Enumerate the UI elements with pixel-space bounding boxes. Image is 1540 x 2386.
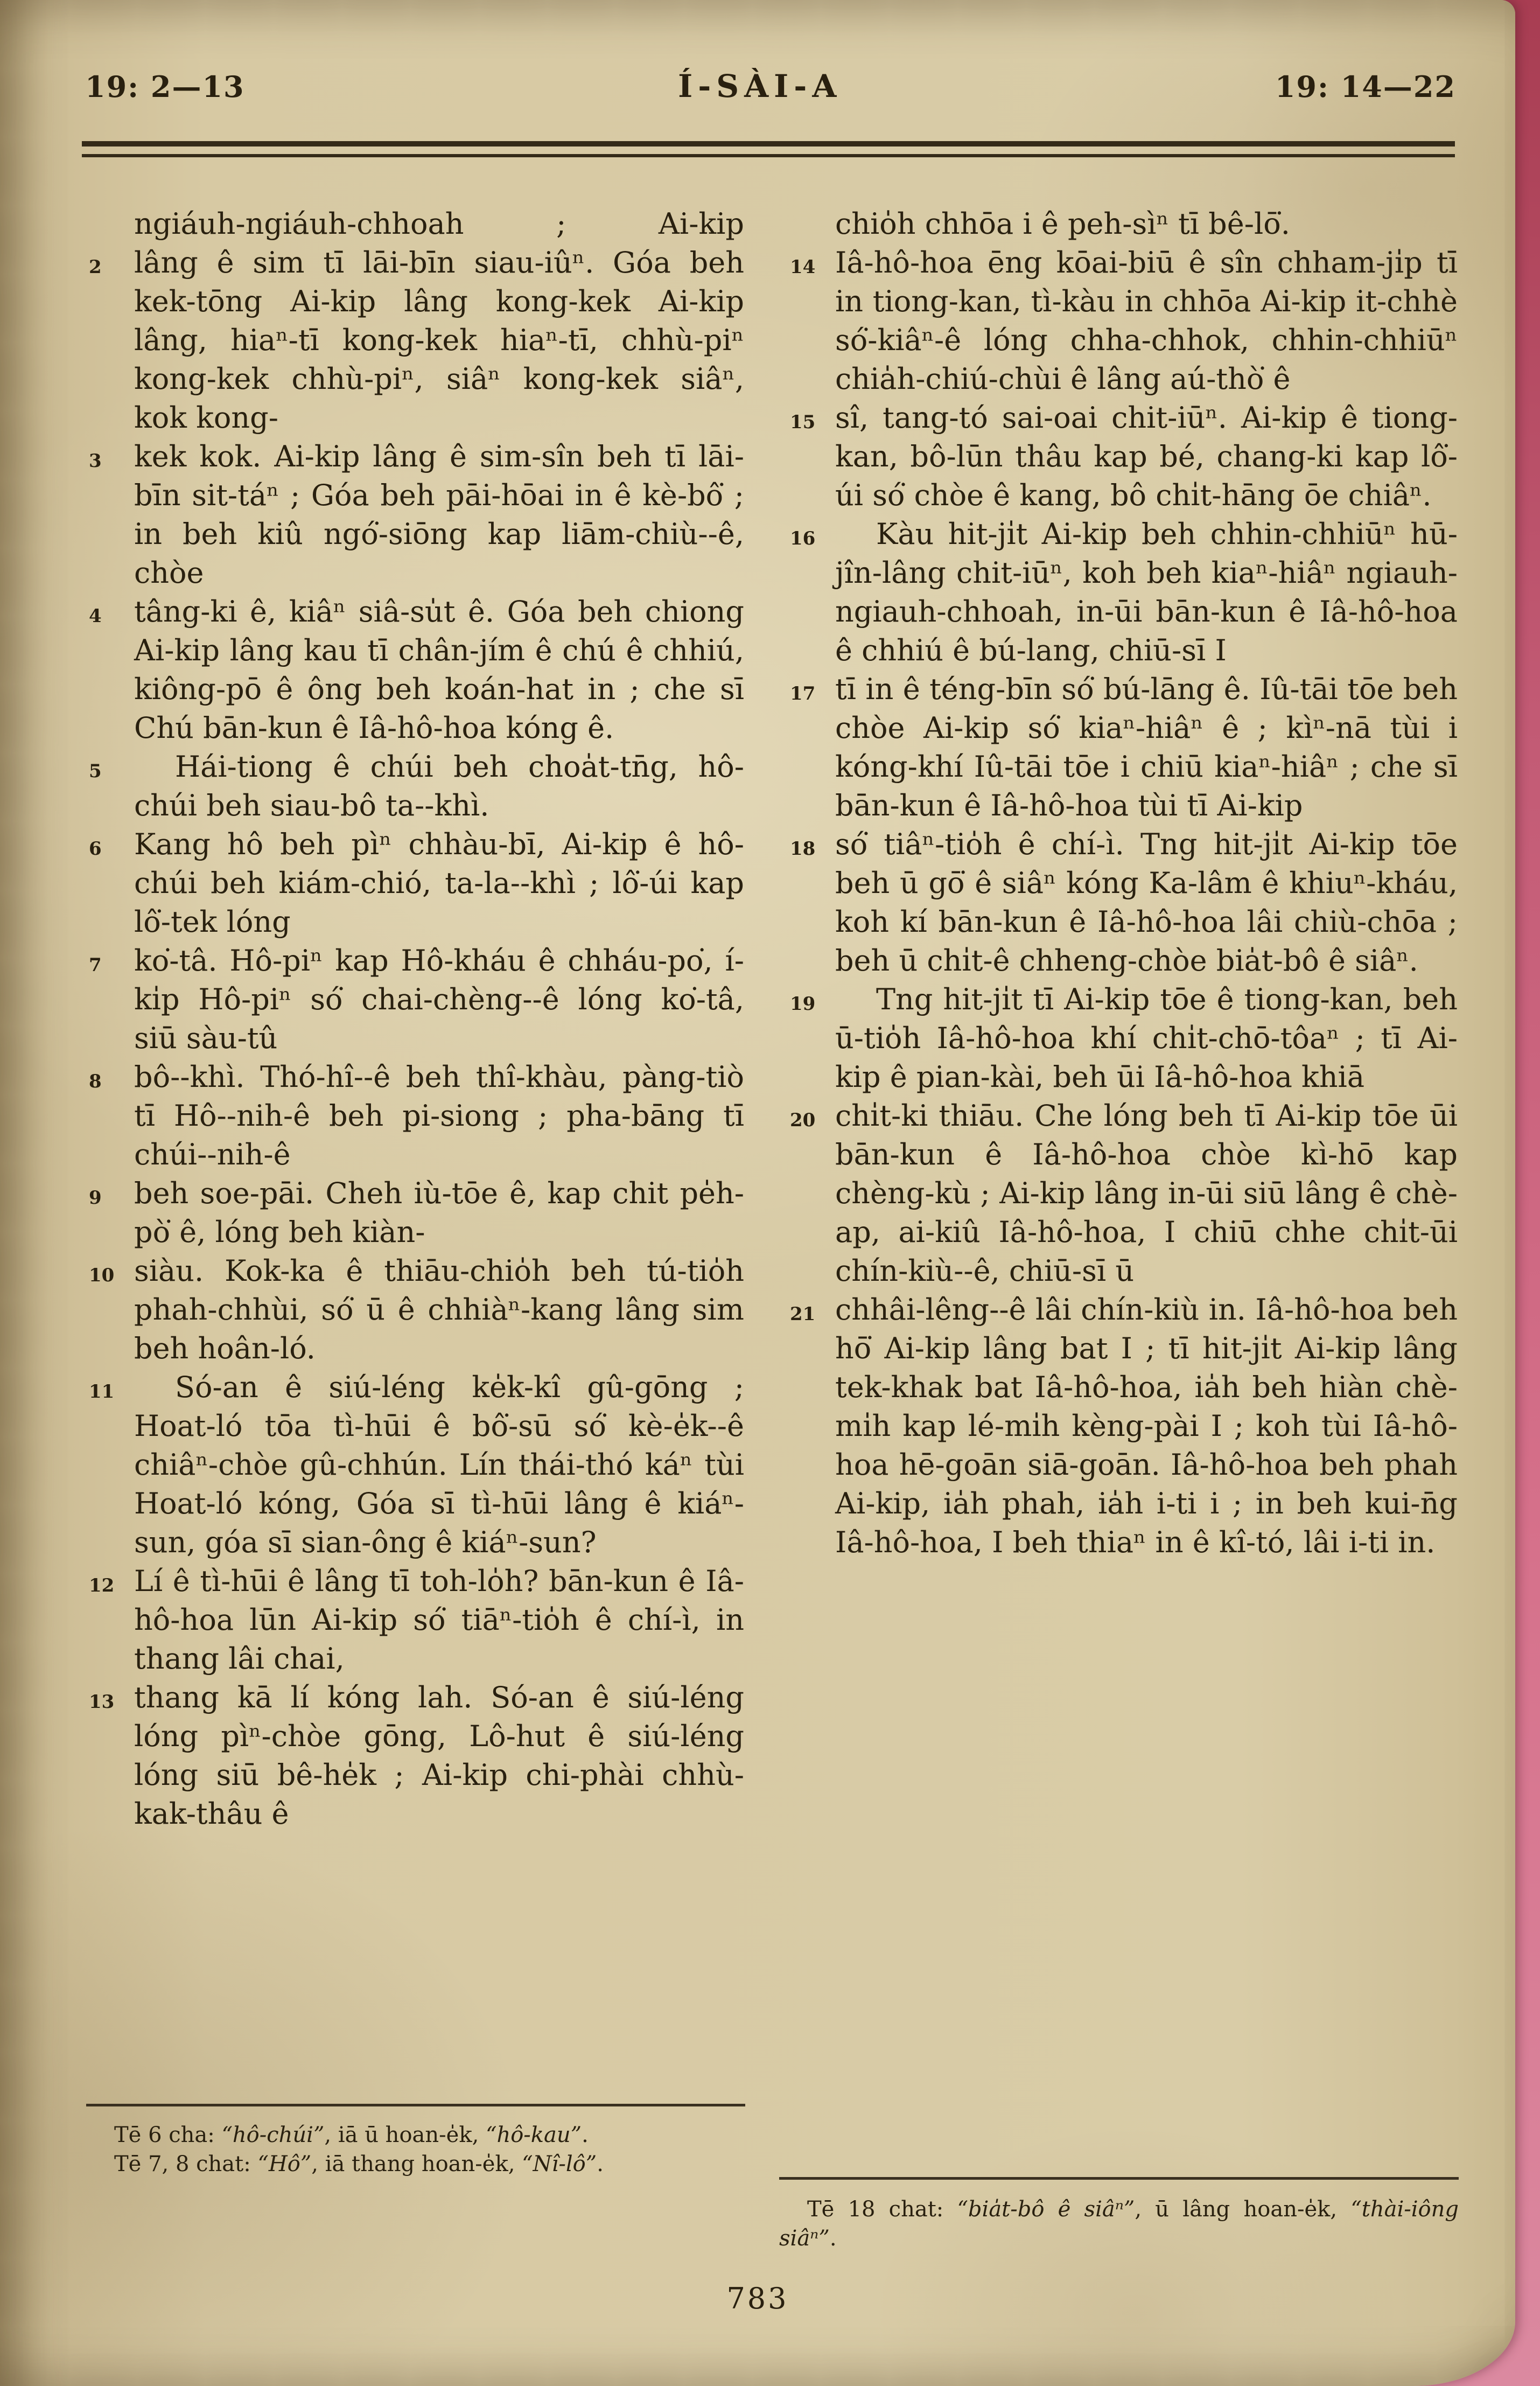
footnotes-left [86,2104,745,2179]
footnote-text: , iā thang hoan-e̍k, [311,2152,522,2176]
verse-number: 8 [89,1071,102,1092]
footnote [779,2195,1459,2253]
verse-block [89,437,744,592]
footnote-text: , iā ū hoan-e̍k, [324,2123,486,2147]
verse-block [89,1368,744,1562]
footnote-text: Tē 6 cha: [114,2123,222,2147]
verse-number: 2 [89,256,102,278]
verse-block [790,243,1458,399]
verse-number: 19 [790,993,816,1015]
verse-number: 13 [89,1691,115,1713]
verse-text: Iâ-hô-hoa ēng kōai-biū ê sîn chham-ji̍p tī in tiong-kan, tì-kàu in chhōa Ai-kip it-chhè só͘-kiâⁿ-ê lóng chha-chhok, chhin-chhiūⁿ chia̍h-chiú-chùi ê lâng aú-thò͘ ê [835,246,1458,396]
verse-block [835,205,1458,243]
footnote-text: . [829,2226,837,2251]
verse-text: Kàu hit-ji̍t Ai-kip beh chhin-chhiūⁿ hū-jîn-lâng chit-iūⁿ, koh beh kiaⁿ-hiâⁿ ngiauh-ngiauh-chhoah, in-ūi bān-kun ê Iâ-hô-hoa ê chhiú ê bú-lang, chiū-sī I [835,517,1458,667]
verse-text: ngiáuh-ngiáuh-chhoah ; Ai-kip [134,207,744,241]
verse-block [790,399,1458,515]
verse-number: 15 [790,411,816,433]
header-verse-range-left: 19: 2—13 [85,69,245,104]
verse-text: Hái-tiong ê chúi beh choa̍t-tn̄g, hô-chúi beh siau-bô ta--khì. [134,750,744,822]
footnote-term: “Nî-lô” [522,2152,597,2176]
page-number: 783 [726,2282,789,2315]
footnote [86,2120,745,2150]
verse-block [790,515,1458,670]
text-column-left [89,205,744,1833]
verse-number: 21 [790,1303,816,1325]
footnote-term: “bia̍t-bô ê siâⁿ” [957,2197,1135,2222]
page-title: Í-SÀI-A [678,68,842,104]
footnote-text: . [582,2123,589,2147]
verse-block [134,205,744,243]
verse-block [89,1562,744,1678]
verse-block [89,941,744,1058]
footnote-text: Tē 18 chat: [807,2197,957,2222]
verse-text: só͘ tiâⁿ-tio̍h ê chí-ì. Tng hit-ji̍t Ai-kip tōe beh ū gō͘ ê siâⁿ kóng Ka-lâm ê khiuⁿ-kháu, koh kí bān-kun ê Iâ-hô-hoa lâi chiù-chōa ; beh ū chi̍t-ê chheng-chòe bia̍t-bô ê siâⁿ. [835,827,1458,978]
verse-text: chhâi-lêng--ê lâi chín-kiù in. Iâ-hô-hoa beh hō͘ Ai-kip lâng bat I ; tī hit-ji̍t Ai-kip lâng tek-khak bat Iâ-hô-hoa, ia̍h beh hiàn chè-mi̍h kap lé-mi̍h kèng-pài I ; koh tùi Iâ-hô-hoa hē-goān siā-goān. Iâ-hô-hoa beh phah Ai-kip, ia̍h phah, ia̍h i-ti i ; in beh kui-n̄g Iâ-hô-hoa, I beh thiaⁿ in ê kî-tó, lâi i-ti in. [835,1293,1458,1559]
verse-block [89,592,744,748]
footnote-text: , ū lâng hoan-e̍k, [1135,2197,1351,2222]
verse-number: 7 [89,954,102,976]
verse-block [790,1290,1458,1562]
verse-text: tâng-ki ê, kiâⁿ siâ-su̍t ê. Góa beh chiong Ai-kip lâng kau tī chân-jím ê chú ê chhiú, kiông-pō ê ông beh koán-hat in ; che sī Chú bān-kun ê Iâ-hô-hoa kóng ê. [134,595,744,745]
footnote-term: “hô-kau” [486,2123,582,2147]
verse-block [89,825,744,941]
verse-block [790,670,1458,825]
verse-block [790,1097,1458,1290]
verse-block [790,980,1458,1097]
verse-block [89,1058,744,1174]
verse-text: bô--khì. Thó-hî--ê beh thî-khàu, pàng-tiò tī Hô--nih-ê beh pi-siong ; pha-bāng tī chúi--nih-ê [134,1060,744,1171]
page-header [85,68,1456,104]
verse-text: chio̍h chhōa i ê peh-sìⁿ tī bê-lō͘. [835,207,1290,241]
verse-text: thang kā lí kóng lah. Só-an ê siú-léng lóng pìⁿ-chòe gōng, Lô-hut ê siú-léng lóng siū bê-he̍k ; Ai-kip chi-phài chhù-kak-thâu ê [134,1680,744,1831]
footnote-term: “Hô” [257,2152,312,2176]
verse-number: 18 [790,838,816,860]
verse-text: beh soe-pāi. Cheh iù-tōe ê, kap chit pe̍h-pò͘ ê, lóng beh kiàn- [134,1176,744,1249]
verse-number: 11 [89,1381,115,1403]
verse-number: 3 [89,450,102,472]
verse-text: sî, tang-tó sai-oai chit-iūⁿ. Ai-kip ê tiong-kan, bô-lūn thâu kap bé, chang-ki kap lô͘-úi só͘ chòe ê kang, bô chi̍t-hāng ōe chiâⁿ. [835,401,1458,512]
verse-number: 9 [89,1187,102,1209]
verse-number: 14 [790,256,816,278]
verse-block [89,1678,744,1833]
footnote-term: “thài-iông siâⁿ” [779,2197,1459,2251]
verse-number: 5 [89,761,102,782]
verse-text: lâng ê sim tī lāi-bīn siau-iûⁿ. Góa beh kek-tōng Ai-kip lâng kong-kek Ai-kip lâng, hiaⁿ-tī kong-kek hiaⁿ-tī, chhù-piⁿ kong-kek chhù-piⁿ, siâⁿ kong-kek siâⁿ, kok kong- [134,246,744,435]
verse-number: 17 [790,683,816,704]
text-column-right [790,205,1458,1562]
verse-block [89,1252,744,1368]
footnote [86,2150,745,2179]
verse-text: Kang hô beh pìⁿ chhàu-bī, Ai-kip ê hô-chúi beh kiám-chió, ta-la--khì ; lô͘-úi kap lô͘-tek lóng [134,827,744,939]
verse-text: Tng hit-ji̍t tī Ai-kip tōe ê tiong-kan, beh ū-tio̍h Iâ-hô-hoa khí chi̍t-chō-tôaⁿ ; tī Ai-kip ê pian-kài, beh ūi Iâ-hô-hoa khiā [835,982,1458,1094]
verse-text: chi̍t-ki thiāu. Che lóng beh tī Ai-kip tōe ūi bān-kun ê Iâ-hô-hoa chòe kì-hō kap chèng-kù ; Ai-kip lâng in-ūi siū lâng ê chè-ap, ai-kiû Iâ-hô-hoa, I chiū chhe chi̍t-ūi chín-kiù--ê, chiū-sī ū [835,1099,1458,1288]
verse-text: Lí ê tì-hūi ê lâng tī toh-lo̍h? bān-kun ê Iâ-hô-hoa lūn Ai-kip só͘ tiāⁿ-tio̍h ê chí-ì, in thang lâi chai, [134,1564,744,1676]
footnote-text: . [597,2152,604,2176]
footnote-term: “hô-chúi” [221,2123,325,2147]
verse-number: 20 [790,1110,816,1131]
footnotes-right [779,2177,1459,2253]
verse-block [89,243,744,437]
verse-number: 16 [790,528,816,549]
verse-block [790,825,1458,980]
verse-text: ko͘-tâ. Hô-piⁿ kap Hô-kháu ê chháu-po͘, í-ki̍p Hô-piⁿ só͘ chai-chèng--ê lóng ko͘-tâ, siū sàu-tû [134,944,744,1055]
verse-number: 4 [89,605,102,627]
footnote-text: Tē 7, 8 chat: [114,2152,258,2176]
verse-block [89,748,744,825]
verse-number: 6 [89,838,102,860]
verse-number: 12 [89,1575,115,1596]
verse-text: kek kok. Ai-kip lâng ê sim-sîn beh tī lāi-bīn sit-táⁿ ; Góa beh pāi-hōai in ê kè-bô͘ ; in beh kiû ngó͘-siōng kap liām-chiù--ê, chòe [134,439,744,590]
verse-text: tī in ê téng-bīn só͘ bú-lāng ê. Iû-tāi tōe beh chòe Ai-kip só͘ kiaⁿ-hiâⁿ ê ; kìⁿ-nā tùi i kóng-khí Iû-tāi tōe i chiū kiaⁿ-hiâⁿ ; che sī bān-kun ê Iâ-hô-hoa tùi tī Ai-kip [835,672,1458,822]
header-verse-range-right: 19: 14—22 [1275,69,1456,104]
verse-text: Só-an ê siú-léng ke̍k-kî gû-gōng ; Hoat-ló tōa tì-hūi ê bô͘-sū só͘ kè-e̍k--ê chiâⁿ-chòe gû-chhún. Lín thái-thó káⁿ tùi Hoat-ló kóng, Góa sī tì-hūi lâng ê kiáⁿ-sun, góa sī sian-ông ê kiáⁿ-sun? [134,1370,744,1559]
verse-text: siàu. Kok-ka ê thiāu-chio̍h beh tú-tio̍h phah-chhùi, só͘ ū ê chhiàⁿ-kang lâng sim beh hoân-ló. [134,1254,744,1365]
header-double-rule [82,141,1455,157]
verse-number: 10 [89,1265,115,1286]
verse-block [89,1174,744,1252]
